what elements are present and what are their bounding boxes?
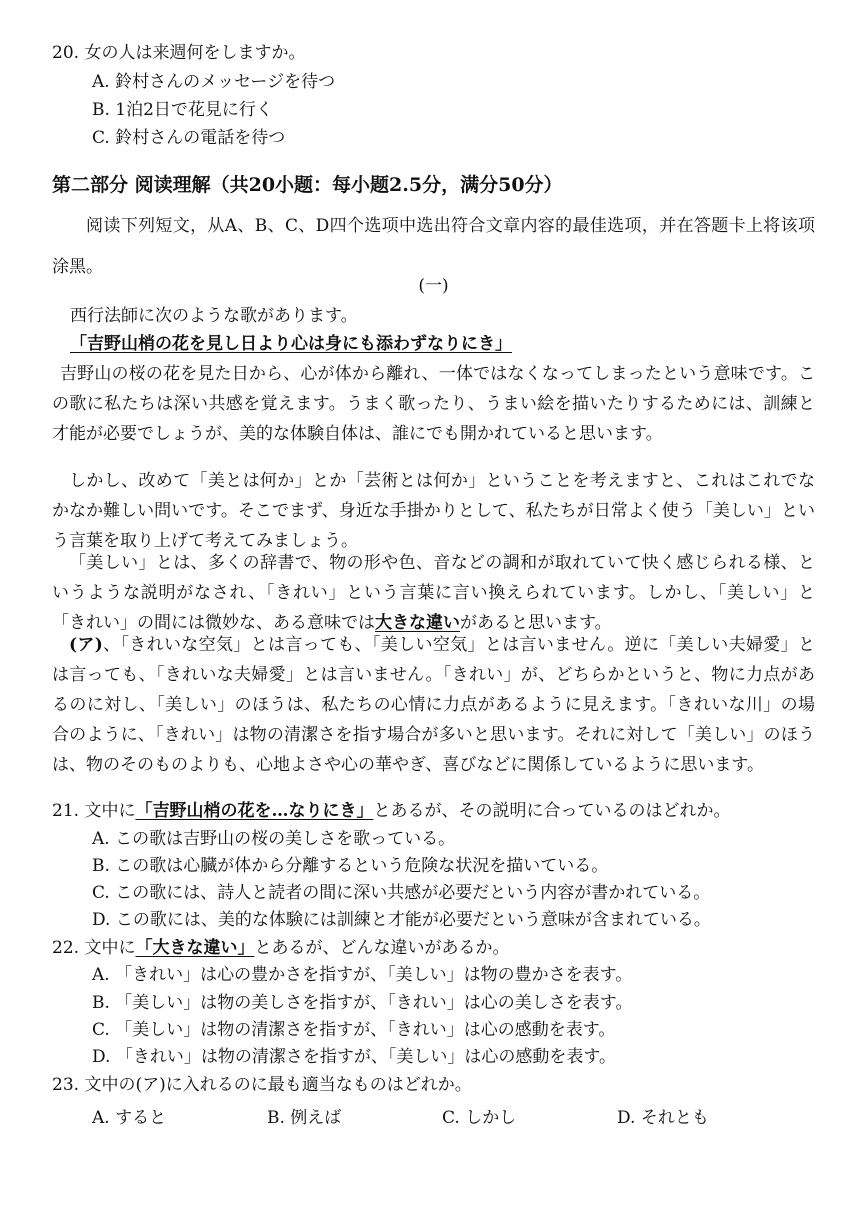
paragraph-3-text-a: 「美しい」とは、多くの辞書で、物の形や色、音などの調和が取れていて快く感じられる様、というような説明がなされ、「きれい」という言葉に言い換えられています。しかし、「美しい」と「きれい」の間には微妙な、ある意味では [52,553,815,633]
q21-stem-b: とあるが、その説明に合っているのはどれか。 [373,801,731,821]
passage-intro: 西行法師に次のような歌があります。 [70,306,358,326]
passage-paragraph-4 [52,630,815,780]
q22-stem-b: とあるが、どんな違いがあるか。 [254,938,510,958]
blank-marker: (ア) [69,635,103,655]
q22-option-b: B. 「美しい」は物の美しさを指すが、「きれい」は心の美しさを表す。 [92,993,633,1013]
poem-quote: 「吉野山梢の花を見し日より心は身にも添わずなりにき」 [70,334,512,354]
paragraph-4-text: 、「きれいな空気」とは言っても、「美しい空気」とは言いません。逆に「美しい夫婦愛」とは言っても、「きれいな夫婦愛」とは言いません。「きれい」が、どちらかというと、物に力点があるのに対し、「美しい」のほうは、私たちの心情に力点があるように見えます。「きれいな川」の場合のように、「きれい」は物の清潔さを指す場合が多いと思います。それに対して「美しい」のほうは、物のそのものよりも、心地よさや心の華やぎ、喜びなどに関係しているように思います。 [52,635,815,775]
q23-option-c: C. しかし [442,1108,517,1128]
q22-stem [52,939,509,959]
q20-option-a: A. 鈴村さんのメッセージを待つ [92,72,336,92]
q22-quote: 「大きな違い」 [135,938,255,958]
passage-number: (一) [418,276,449,296]
passage-paragraph-1: 吉野山の桜の花を見た日から、心が体から離れ、一体ではなくなってしまったという意味です。この歌に私たちは深い共感を覚えます。うまく歌ったり、うまい絵を描いたりするためには、訓練と才能が必要でしょうが、美的な体験自体は、誰にでも開かれていると思います。 [52,364,815,444]
q22-option-c: C. 「美しい」は物の清潔さを指すが、「きれい」は心の感動を表す。 [92,1020,616,1040]
q22-option-d: D. 「きれい」は物の清潔さを指すが、「美しい」は心の感動を表す。 [92,1047,616,1067]
q22-stem-a: 22. 文中に [52,938,136,958]
q21-option-d: D. この歌には、美的な体験には訓練と才能が必要だという意味が含まれている。 [92,910,711,930]
q23-option-a: A. すると [92,1108,167,1128]
q20-option-c: C. 鈴村さんの電話を待つ [92,128,286,148]
q23-options [92,1103,792,1128]
underlined-phrase: 大きな違い [375,613,460,633]
section-title: 第二部分 阅读理解（共20小题：每小题2.5分，满分50分） [52,174,563,196]
q21-option-c: C. この歌には、詩人と読者の間に深い共感が必要だという内容が書かれている。 [92,883,711,903]
q23-option-d: D. それとも [617,1108,709,1128]
section-instructions: 阅读下列短文，从A、B、C、D四个选项中选出符合文章内容的最佳选项，并在答题卡上将该项涂黑。 [52,216,815,277]
q21-stem [52,802,730,822]
q21-quote: 「吉野山梢の花を…なりにき」 [135,801,374,821]
q21-stem-a: 21. 文中に [52,801,136,821]
paragraph-3-text-b: があると思います。 [460,613,612,633]
q21-option-b: B. この歌は心臓が体から分離するという危険な状況を描いている。 [92,856,609,876]
passage-paragraph-3 [52,548,815,638]
q23-stem: 23. 文中の(ア)に入れるのに最も適当なものはどれか。 [52,1075,472,1095]
q23-option-b: B. 例えば [267,1108,342,1128]
q22-option-a: A. 「きれい」は心の豊かさを指すが、「美しい」は物の豊かさを表す。 [92,965,633,985]
q20-stem: 20. 女の人は来週何をしますか。 [52,43,306,63]
q21-option-a: A. この歌は吉野山の桜の美しさを歌っている。 [92,829,456,849]
passage-paragraph-2: しかし、改めて「美とは何か」とか「芸術とは何か」ということを考えますと、これはこれでなかなか難しい問いです。そこでまず、身近な手掛かりとして、私たちが日常よく使う「美しい」という言葉を取り上げて考えてみましょう。 [52,471,815,551]
q20-option-b: B. 1泊2日で花見に行く [92,100,273,120]
